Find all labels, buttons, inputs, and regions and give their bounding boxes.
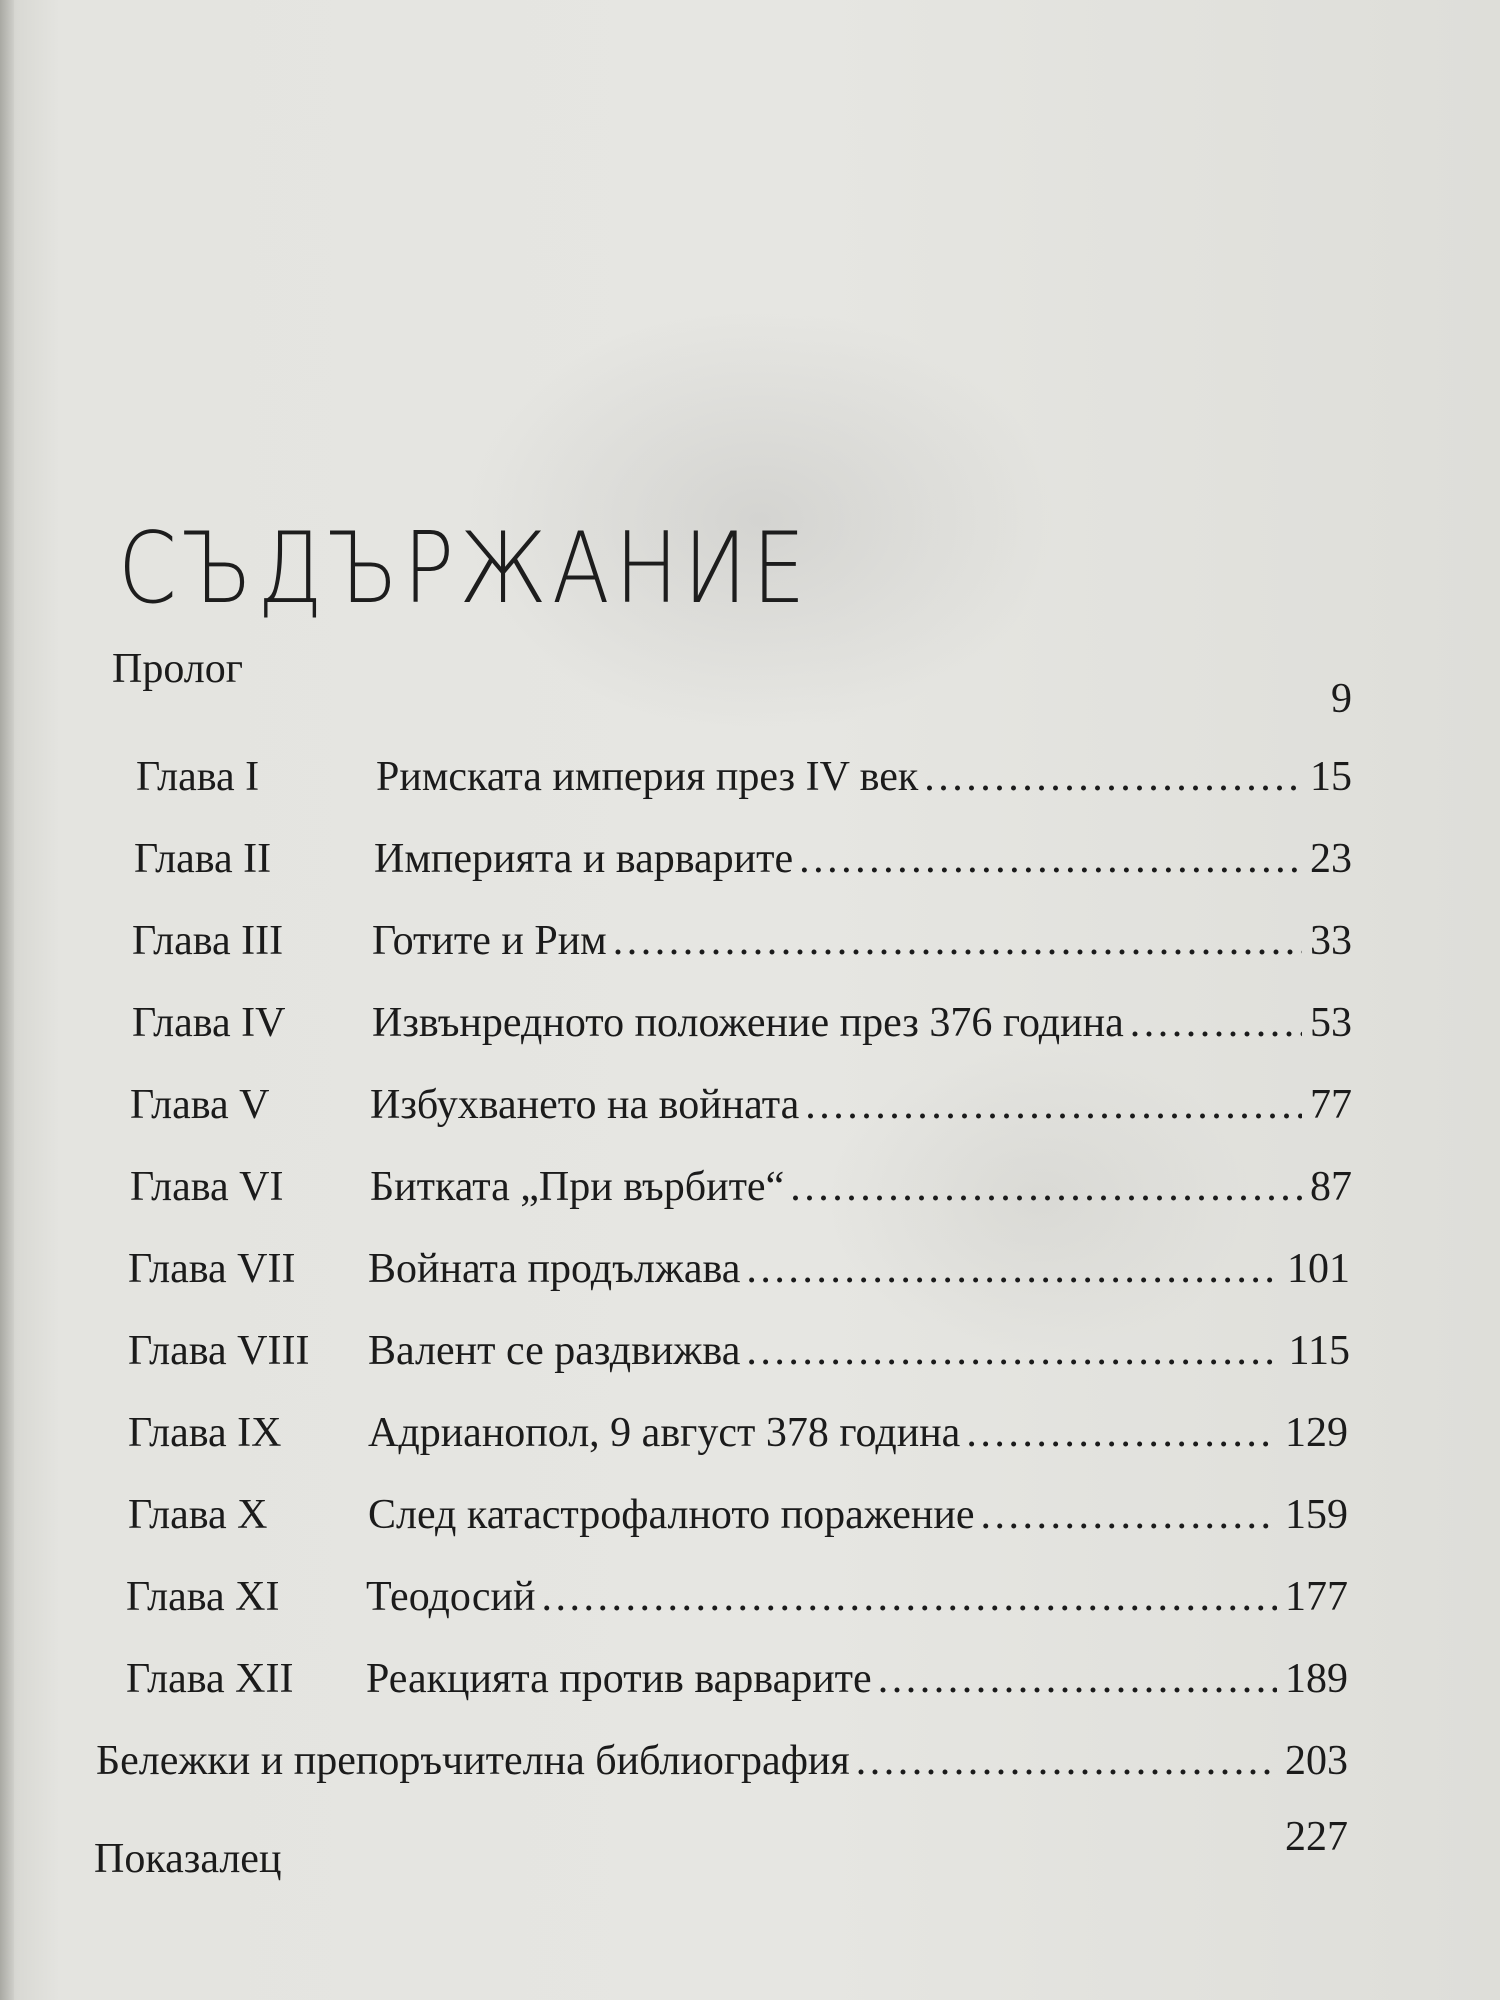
dot-leader [1130, 1002, 1302, 1044]
toc-entry-page: 77 [1310, 1082, 1352, 1128]
toc-entry-chapter-11 [126, 1558, 1348, 1618]
toc-entry-page: 189 [1285, 1656, 1348, 1702]
toc-entry-title: Показалец [94, 1836, 282, 1882]
toc-entry-page: 129 [1285, 1410, 1348, 1456]
toc-entry-number: Глава X [128, 1492, 268, 1538]
toc-entry-page: 15 [1310, 754, 1352, 800]
toc-entry-chapter-10 [128, 1476, 1348, 1536]
toc-entry-title: Готите и Рим [372, 918, 607, 964]
toc-entry-chapter-8 [128, 1312, 1350, 1372]
toc-entry-number: Глава III [132, 918, 284, 964]
toc-entry-page: 33 [1310, 918, 1352, 964]
dot-leader [878, 1658, 1277, 1700]
toc-entry-notes-bibliography [96, 1722, 1348, 1782]
toc-entry-number: Глава II [134, 836, 272, 882]
toc-entry-chapter-1 [136, 738, 1352, 798]
dot-leader [790, 1166, 1302, 1208]
toc-entry-chapter-9 [128, 1394, 1348, 1454]
dot-leader [924, 756, 1302, 798]
toc-entry-number: Глава VII [128, 1246, 296, 1292]
toc-entry-page: 53 [1310, 1000, 1352, 1046]
toc-entry-page: 159 [1285, 1492, 1348, 1538]
dot-leader [799, 838, 1302, 880]
toc-entry-chapter-7 [128, 1230, 1350, 1290]
toc-entry-number: Глава VIII [128, 1328, 310, 1374]
toc-entry-page: 101 [1287, 1246, 1350, 1292]
toc-entry-title: Извънредното положение през 376 година [372, 1000, 1124, 1046]
toc-entry-title: Теодосий [366, 1574, 536, 1620]
toc-entry-index [94, 1816, 1348, 1880]
dot-leader [746, 1248, 1279, 1290]
dot-leader [746, 1330, 1280, 1372]
dot-leader [981, 1494, 1278, 1536]
toc-entry-title: Пролог [112, 646, 243, 692]
toc-entry-title: Империята и варварите [374, 836, 794, 882]
toc-entry-title: Избухването на войната [370, 1082, 800, 1128]
toc-entry-title: Валент се раздвижва [368, 1328, 741, 1374]
toc-entry-chapter-12 [126, 1640, 1348, 1700]
toc-entry-title: Битката „При върбите“ [370, 1164, 785, 1210]
toc-entry-title: Римската империя през IV век [376, 754, 919, 800]
toc-entry-number: Глава XI [126, 1574, 280, 1620]
toc-entry-title: Бележки и препоръчителна библиография [96, 1738, 850, 1784]
dot-leader [856, 1740, 1277, 1782]
toc-entry-chapter-5 [130, 1066, 1352, 1126]
toc-entry-prologue [112, 648, 1352, 720]
toc-entry-number: Глава IV [132, 1000, 286, 1046]
toc-entry-page: 9 [1331, 676, 1352, 722]
toc-entry-chapter-3 [132, 902, 1352, 962]
dot-leader [613, 920, 1302, 962]
toc-entry-number: Глава I [136, 754, 260, 800]
toc-entry-number: Глава V [130, 1082, 270, 1128]
toc-entry-title: Войната продължава [368, 1246, 741, 1292]
toc-entry-number: Глава IX [128, 1410, 282, 1456]
toc-entry-page: 203 [1285, 1738, 1348, 1784]
toc-entry-chapter-2 [134, 820, 1352, 880]
toc-entry-number: Глава VI [130, 1164, 284, 1210]
page-title: СЪДЪРЖАНИЕ [118, 512, 811, 626]
toc-entry-title: Реакцията против варварите [366, 1656, 872, 1702]
toc-entry-page: 227 [1285, 1814, 1348, 1860]
dot-leader [805, 1084, 1302, 1126]
toc-entry-number: Глава XII [126, 1656, 294, 1702]
toc-entry-page: 23 [1310, 836, 1352, 882]
toc-entry-chapter-4 [132, 984, 1352, 1044]
toc-entry-page: 177 [1285, 1574, 1348, 1620]
toc-entry-page: 115 [1288, 1328, 1350, 1374]
toc-entry-chapter-6 [130, 1148, 1352, 1208]
dot-leader [966, 1412, 1277, 1454]
dot-leader [542, 1576, 1278, 1618]
toc-entry-page: 87 [1310, 1164, 1352, 1210]
toc-entry-title: След катастрофалното поражение [368, 1492, 975, 1538]
toc-entry-title: Адрианопол, 9 август 378 година [368, 1410, 961, 1456]
